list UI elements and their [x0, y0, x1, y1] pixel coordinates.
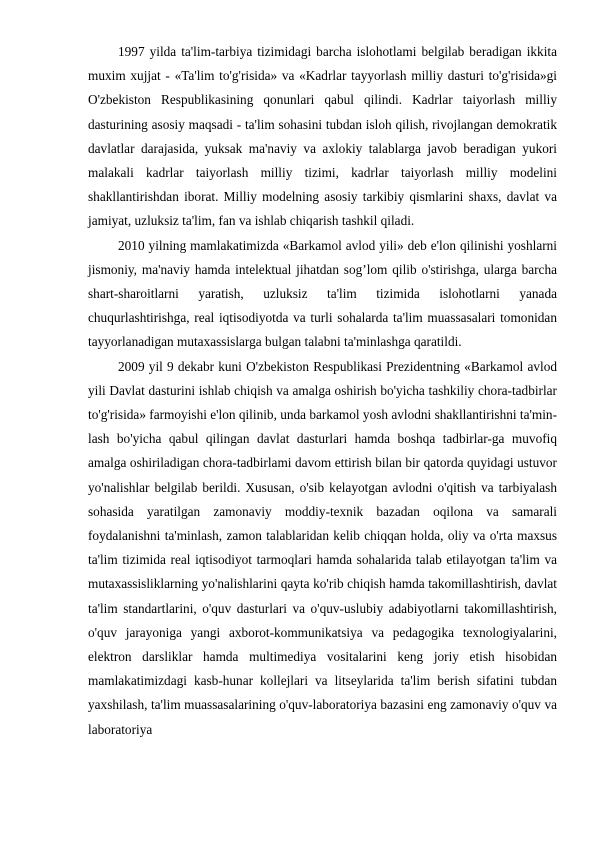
body-text: [88, 40, 557, 742]
paragraph-2: 2010 yilning mamlakatimizda «Barkamol avlod yili» deb e'lon qilinishi yoshlarni jismoniy, ma'naviy hamda intelektual jihatdan sog’lom qilib o'stirishga, ularga barcha shart-sharoitlarni yaratish, uzluksiz ta'lim tizimida islohotlarni yanada chuqurlashtirishga, real iqtisodiyotda va turli sohalarda ta'lim muassasalari tomonidan tayyorlanadigan mutaxassislarga bulgan talabni ta'minlashga qaratildi.: [88, 237, 557, 350]
paragraph-1: 1997 yilda ta'lim-tarbiya tizimidagi barcha islohotlami belgilab beradigan ikkita muxim xujjat - «Ta'lim to'g'risida» va «Kadrlar tayyorlash milliy dasturi to'g'risida»gi O'zbekiston Respublikasining qonunlari qabul qilindi. Kadrlar taiyorlash milliy dasturining asosiy maqsadi - ta'lim sohasini tubdan isloh qilish, rivojlangan demokratik davlatlar darajasida, yuksak ma'naviy va axlokiy talablarga javob beradigan yukori malakali kadrlar taiyorlash milliy tizimi, kadrlar taiyorlash milliy modelini shakllantirishdan iborat. Milliy modelning asosiy tarkibiy qismlarini shaxs, davlat va jamiyat, uzluksiz ta'lim, fan va ishlab chiqarish tashkil qiladi.: [88, 44, 557, 229]
paragraph-3: 2009 yil 9 dekabr kuni O'zbekiston Respublikasi Prezidentning «Barkamol avlod yili Davlat dasturini ishlab chiqish va amalga oshirish bo'yicha tashkiliy chora-tadbirlar to'g'risida» farmoyishi e'lon qilinib, unda barkamol yosh avlodni shakllantirishni ta'min-lash bo'yicha qabul qilingan davlat dasturlari hamda boshqa tadbirlar-ga muvofiq amalga oshiriladigan chora-tadbirlami davom ettirish bilan bir qatorda quyidagi ustuvor yo'nalishlar belgilab berildi. Xususan, o'sib kelayotgan avlodni o'qitish va tarbiyalash sohasida yaratilgan zamonaviy moddiy-texnik bazadan oqilona va samarali foydalanishni ta'minlash, zamon talablaridan kelib chiqqan holda, oliy va o'rta maxsus ta'lim tizimida real iqtisodiyot tarmoqlari hamda sohalarida talab etilayotgan ta'lim va mutaxassisliklarning yo'nalishlarini qayta ko'rib chiqish hamda takomillashtirish, davlat ta'lim standartlarini, o'quv dasturlari va o'quv-uslubiy adabiyotlarni takomillashtirish, o'quv jarayoniga yangi axborot-kommunikatsiya va pedagogika texnologiyalarini, elektron darsliklar hamda multimediya vositalarini keng joriy etish hisobidan mamlakatimizdagi kasb-hunar kollejlari va litseylarida ta'lim berish sifatini tubdan yaxshilash, ta'lim muassasalarining o'quv-laboratoriya bazasini eng zamonaviy o'quv va laboratoriya: [88, 358, 557, 737]
